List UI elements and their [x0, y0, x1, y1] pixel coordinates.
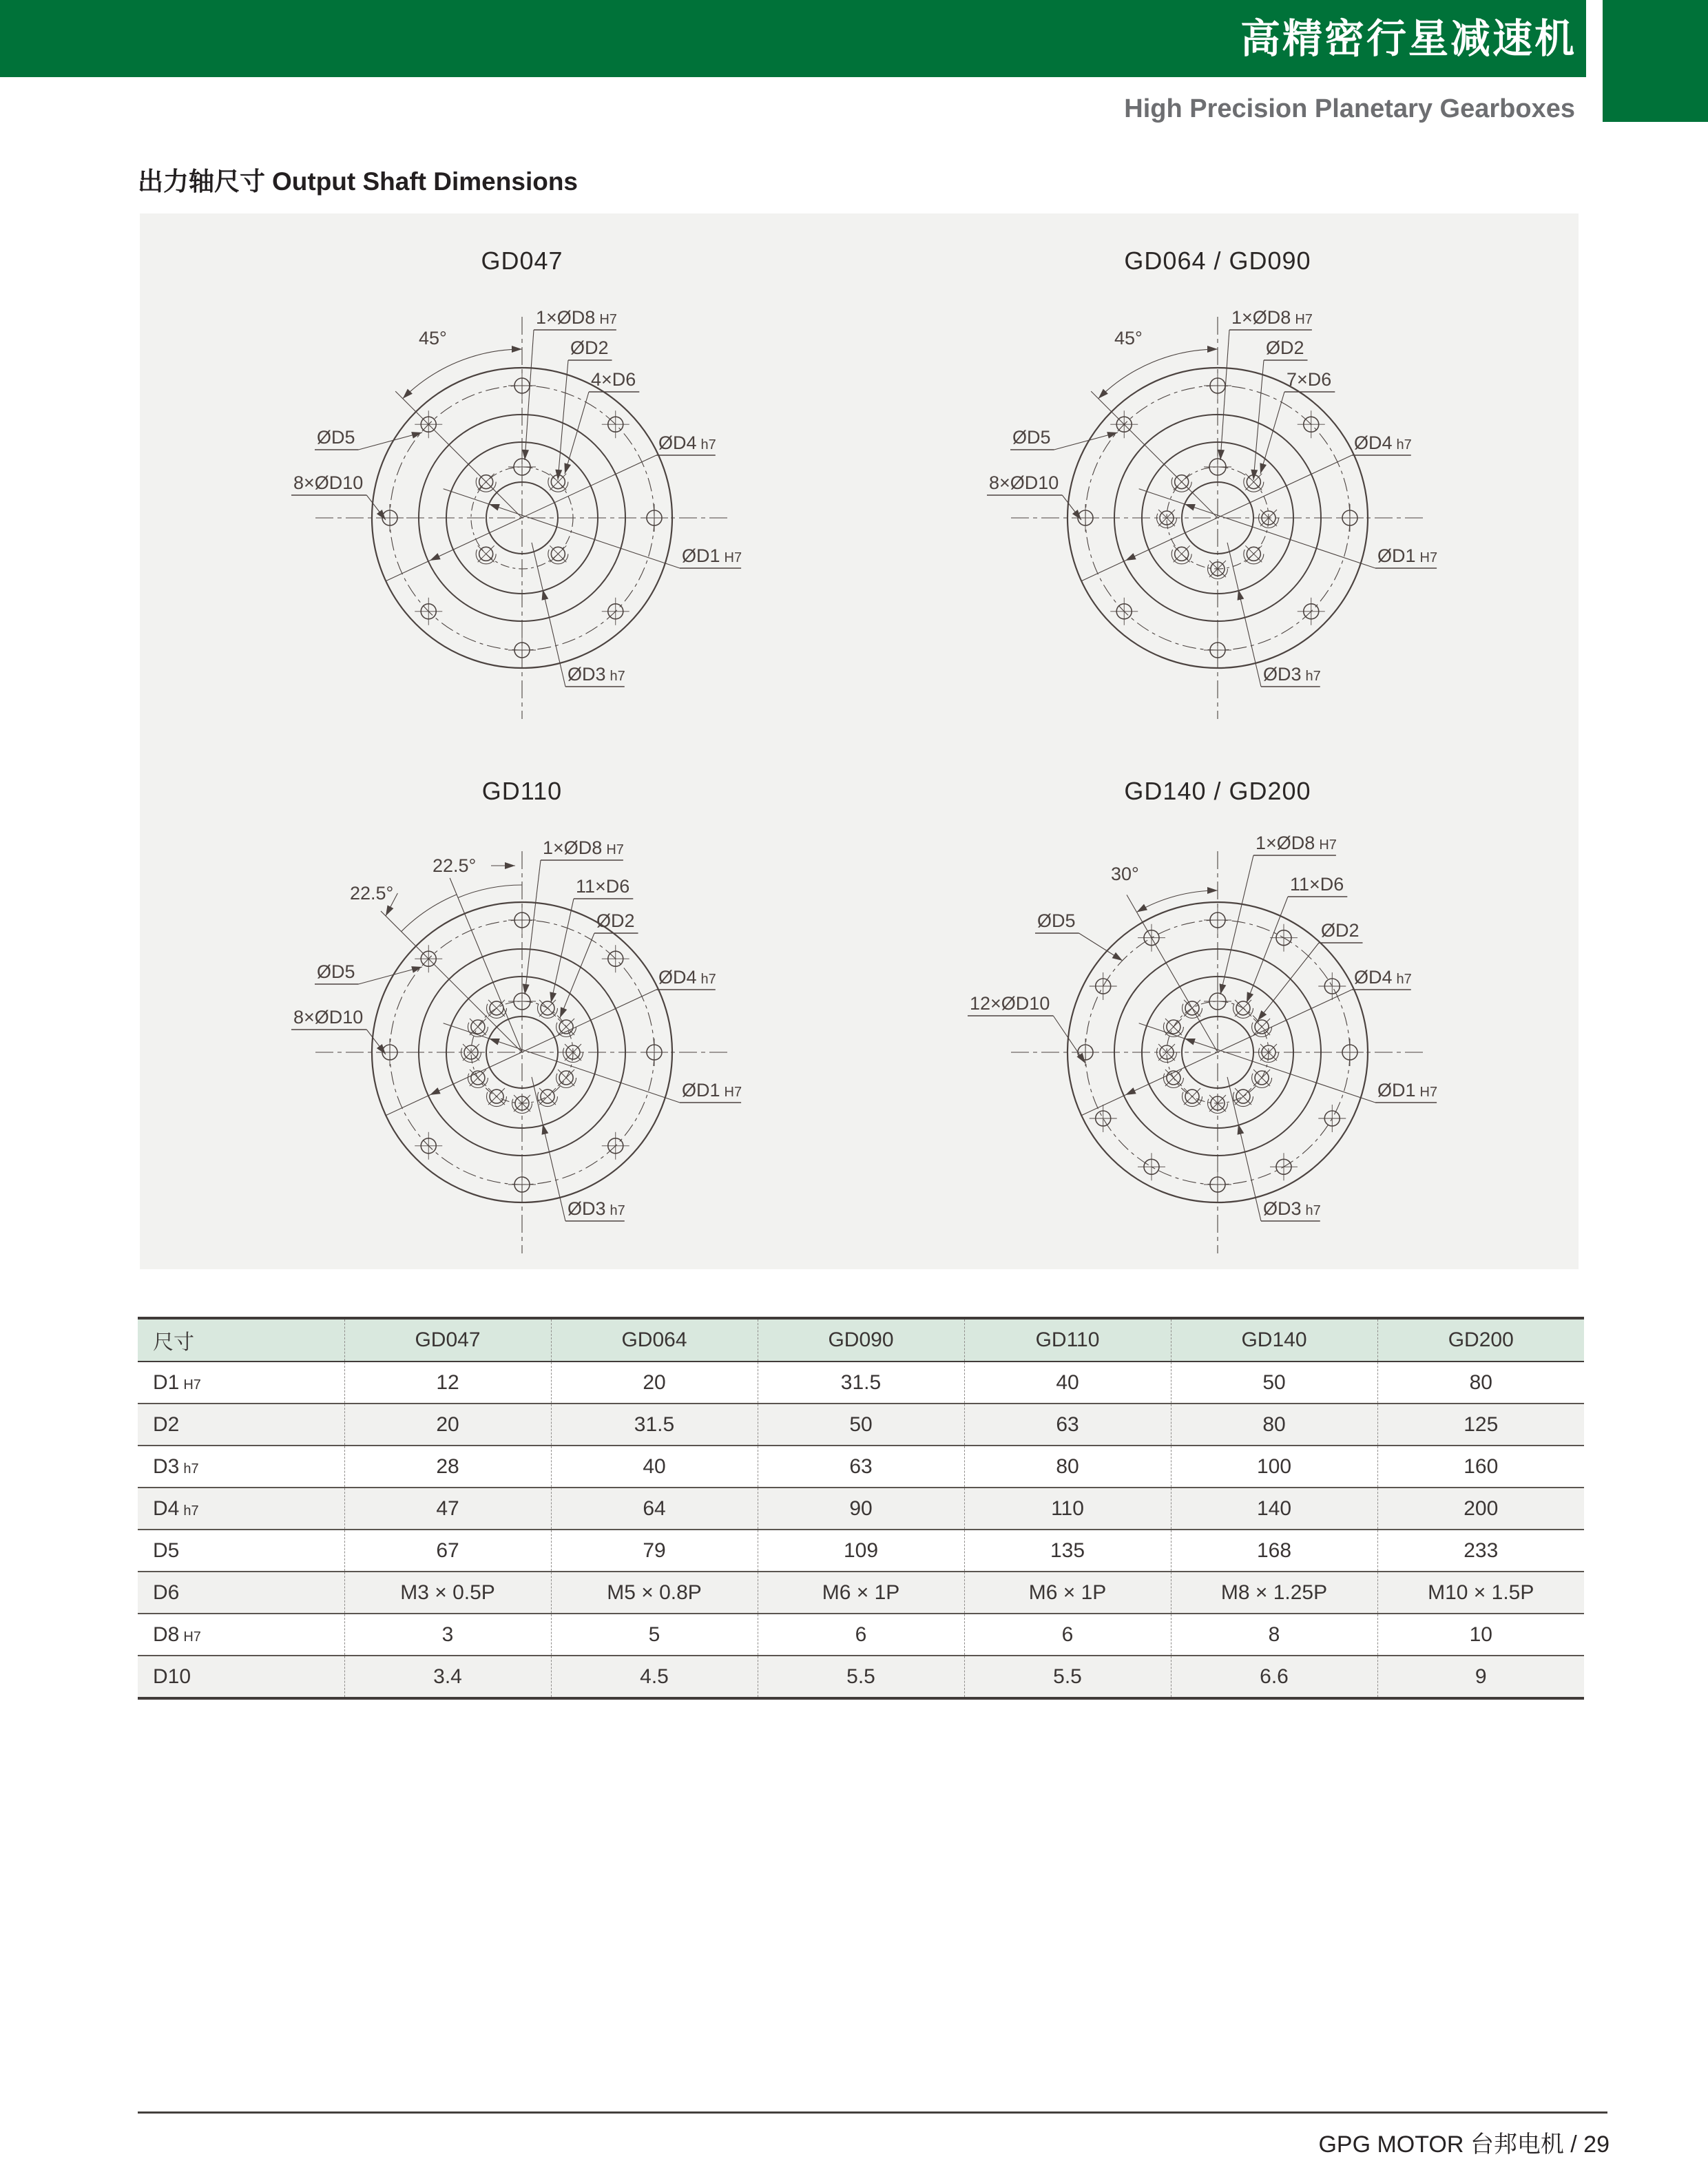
value-cell-D8-GD110: 6: [964, 1614, 1171, 1656]
flange-drawing-gd047: [291, 307, 742, 719]
column-header-dim: 尺寸: [138, 1318, 344, 1362]
angle-label-angle1: 22.5°: [433, 855, 477, 876]
dim-cell-D8: D8 H7: [138, 1614, 344, 1656]
dim-label-d2: ØD2: [570, 337, 609, 358]
value-cell-D2-GD200: 125: [1377, 1404, 1584, 1446]
value-cell-D4-GD064: 64: [551, 1488, 758, 1530]
dim-label-d5: ØD5: [1037, 910, 1076, 931]
drawing-title-gd140-gd200: GD140 / GD200: [1124, 777, 1311, 805]
column-header-GD110: GD110: [964, 1318, 1171, 1362]
flange-drawings-svg: [140, 213, 1579, 1269]
value-cell-D3-GD200: 160: [1377, 1446, 1584, 1488]
angle-label-angle2: 22.5°: [350, 883, 394, 904]
dim-label-d8: 1×ØD8 H7: [1256, 833, 1337, 853]
value-cell-D8-GD047: 3: [344, 1614, 551, 1656]
column-header-GD140: GD140: [1171, 1318, 1377, 1362]
value-cell-D2-GD047: 20: [344, 1404, 551, 1446]
drawing-title-gd064-gd090: GD064 / GD090: [1124, 247, 1311, 275]
drawings-panel: [140, 213, 1579, 1269]
dim-label-d4: ØD4 h7: [1354, 432, 1412, 453]
column-header-GD064: GD064: [551, 1318, 758, 1362]
dim-label-d5: ØD5: [317, 427, 355, 448]
value-cell-D1-GD110: 40: [964, 1362, 1171, 1404]
value-cell-D1-GD090: 31.5: [758, 1362, 964, 1404]
table-row-D8: [138, 1614, 1584, 1656]
dim-label-d8: 1×ØD8 H7: [1231, 307, 1313, 328]
footer-text: GPG MOTOR 台邦电机 / 29: [1318, 2131, 1610, 2158]
value-cell-D10-GD140: 6.6: [1171, 1656, 1377, 1698]
dim-label-d6: 7×D6: [1287, 369, 1332, 390]
table-row-D5: [138, 1530, 1584, 1572]
dim-label-d10: 8×ØD10: [293, 1007, 364, 1028]
dim-label-d2: ØD2: [1321, 920, 1360, 941]
dim-label-d1: ØD1 H7: [1377, 545, 1438, 566]
flange-drawing-gd140-gd200: [968, 833, 1437, 1253]
value-cell-D5-GD047: 67: [344, 1530, 551, 1572]
value-cell-D6-GD047: M3 × 0.5P: [344, 1572, 551, 1614]
page-title-cn: 高精密行星减速机: [1240, 17, 1576, 61]
value-cell-D3-GD064: 40: [551, 1446, 758, 1488]
value-cell-D3-GD090: 63: [758, 1446, 964, 1488]
table-row-D10: [138, 1656, 1584, 1698]
value-cell-D3-GD110: 80: [964, 1446, 1171, 1488]
dim-label-d10: 8×ØD10: [989, 472, 1059, 493]
value-cell-D6-GD064: M5 × 0.8P: [551, 1572, 758, 1614]
dim-label-d5: ØD5: [317, 961, 355, 982]
value-cell-D10-GD047: 3.4: [344, 1656, 551, 1698]
value-cell-D8-GD064: 5: [551, 1614, 758, 1656]
dim-label-d8: 1×ØD8 H7: [536, 307, 617, 328]
value-cell-D4-GD090: 90: [758, 1488, 964, 1530]
value-cell-D8-GD090: 6: [758, 1614, 964, 1656]
dim-label-d3: ØD3 h7: [567, 1198, 625, 1219]
value-cell-D10-GD110: 5.5: [964, 1656, 1171, 1698]
header-corner-square: [1603, 0, 1708, 122]
value-cell-D1-GD064: 20: [551, 1362, 758, 1404]
value-cell-D6-GD110: M6 × 1P: [964, 1572, 1171, 1614]
value-cell-D6-GD090: M6 × 1P: [758, 1572, 964, 1614]
value-cell-D5-GD064: 79: [551, 1530, 758, 1572]
value-cell-D8-GD200: 10: [1377, 1614, 1584, 1656]
dim-label-d6: 11×D6: [576, 876, 630, 897]
dimensions-table: [138, 1317, 1584, 1700]
dim-label-d3: ØD3 h7: [1263, 1198, 1321, 1219]
dim-label-d6: 11×D6: [1290, 874, 1344, 895]
dim-label-d3: ØD3 h7: [567, 664, 625, 685]
value-cell-D1-GD047: 12: [344, 1362, 551, 1404]
dim-label-d1: ØD1 H7: [682, 545, 742, 566]
drawing-title-gd047: GD047: [481, 247, 563, 275]
value-cell-D5-GD110: 135: [964, 1530, 1171, 1572]
table-row-D2: [138, 1404, 1584, 1446]
column-header-GD047: GD047: [344, 1318, 551, 1362]
value-cell-D10-GD064: 4.5: [551, 1656, 758, 1698]
dim-cell-D3: D3 h7: [138, 1446, 344, 1488]
dim-label-d4: ØD4 h7: [1354, 967, 1412, 988]
value-cell-D10-GD200: 9: [1377, 1656, 1584, 1698]
dim-label-d10: 8×ØD10: [293, 472, 364, 493]
value-cell-D3-GD047: 28: [344, 1446, 551, 1488]
section-title-cn: 出力轴尺寸: [138, 167, 265, 196]
dim-label-d4: ØD4 h7: [658, 432, 716, 453]
dim-label-d8: 1×ØD8 H7: [543, 837, 624, 858]
drawing-title-gd110: GD110: [481, 777, 563, 805]
value-cell-D1-GD140: 50: [1171, 1362, 1377, 1404]
value-cell-D4-GD047: 47: [344, 1488, 551, 1530]
value-cell-D4-GD110: 110: [964, 1488, 1171, 1530]
dim-cell-D1: D1 H7: [138, 1362, 344, 1404]
value-cell-D4-GD200: 200: [1377, 1488, 1584, 1530]
value-cell-D8-GD140: 8: [1171, 1614, 1377, 1656]
page-subtitle-en: High Precision Planetary Gearboxes: [1124, 94, 1575, 123]
angle-label-angle1: 30°: [1111, 864, 1139, 884]
dim-cell-D10: D10: [138, 1656, 344, 1698]
dim-label-d4: ØD4 h7: [658, 967, 716, 988]
value-cell-D2-GD140: 80: [1171, 1404, 1377, 1446]
flange-drawing-gd064-gd090: [987, 307, 1437, 719]
value-cell-D6-GD140: M8 × 1.25P: [1171, 1572, 1377, 1614]
value-cell-D5-GD090: 109: [758, 1530, 964, 1572]
dim-label-d1: ØD1 H7: [1377, 1080, 1438, 1101]
column-header-GD200: GD200: [1377, 1318, 1584, 1362]
value-cell-D6-GD200: M10 × 1.5P: [1377, 1572, 1584, 1614]
dim-cell-D4: D4 h7: [138, 1488, 344, 1530]
footer-rule: [138, 2111, 1607, 2114]
dim-label-d2: ØD2: [1266, 337, 1304, 358]
dim-cell-D2: D2: [138, 1404, 344, 1446]
dim-label-d5: ØD5: [1012, 427, 1051, 448]
value-cell-D5-GD140: 168: [1171, 1530, 1377, 1572]
table-row-D4: [138, 1488, 1584, 1530]
section-title: [138, 160, 578, 198]
value-cell-D10-GD090: 5.5: [758, 1656, 964, 1698]
value-cell-D3-GD140: 100: [1171, 1446, 1377, 1488]
table-head: [138, 1318, 1584, 1362]
dim-label-d2: ØD2: [596, 910, 635, 931]
value-cell-D2-GD090: 50: [758, 1404, 964, 1446]
angle-label-angle1: 45°: [419, 328, 447, 348]
section-title-en: Output Shaft Dimensions: [272, 167, 578, 196]
dim-label-d3: ØD3 h7: [1263, 664, 1321, 685]
dim-cell-D5: D5: [138, 1530, 344, 1572]
value-cell-D2-GD110: 63: [964, 1404, 1171, 1446]
column-header-GD090: GD090: [758, 1318, 964, 1362]
dim-cell-D6: D6: [138, 1572, 344, 1614]
dim-label-d6: 4×D6: [591, 369, 636, 390]
header-bar: [0, 0, 1586, 77]
value-cell-D5-GD200: 233: [1377, 1530, 1584, 1572]
table-row-D1: [138, 1362, 1584, 1404]
value-cell-D1-GD200: 80: [1377, 1362, 1584, 1404]
value-cell-D2-GD064: 31.5: [551, 1404, 758, 1446]
table-row-D3: [138, 1446, 1584, 1488]
angle-label-angle1: 45°: [1114, 328, 1143, 348]
value-cell-D4-GD140: 140: [1171, 1488, 1377, 1530]
flange-drawing-gd110: [291, 837, 742, 1253]
dim-label-d1: ØD1 H7: [682, 1080, 742, 1101]
table-body: [138, 1362, 1584, 1698]
dim-label-d10: 12×ØD10: [970, 993, 1050, 1014]
table-row-D6: [138, 1572, 1584, 1614]
